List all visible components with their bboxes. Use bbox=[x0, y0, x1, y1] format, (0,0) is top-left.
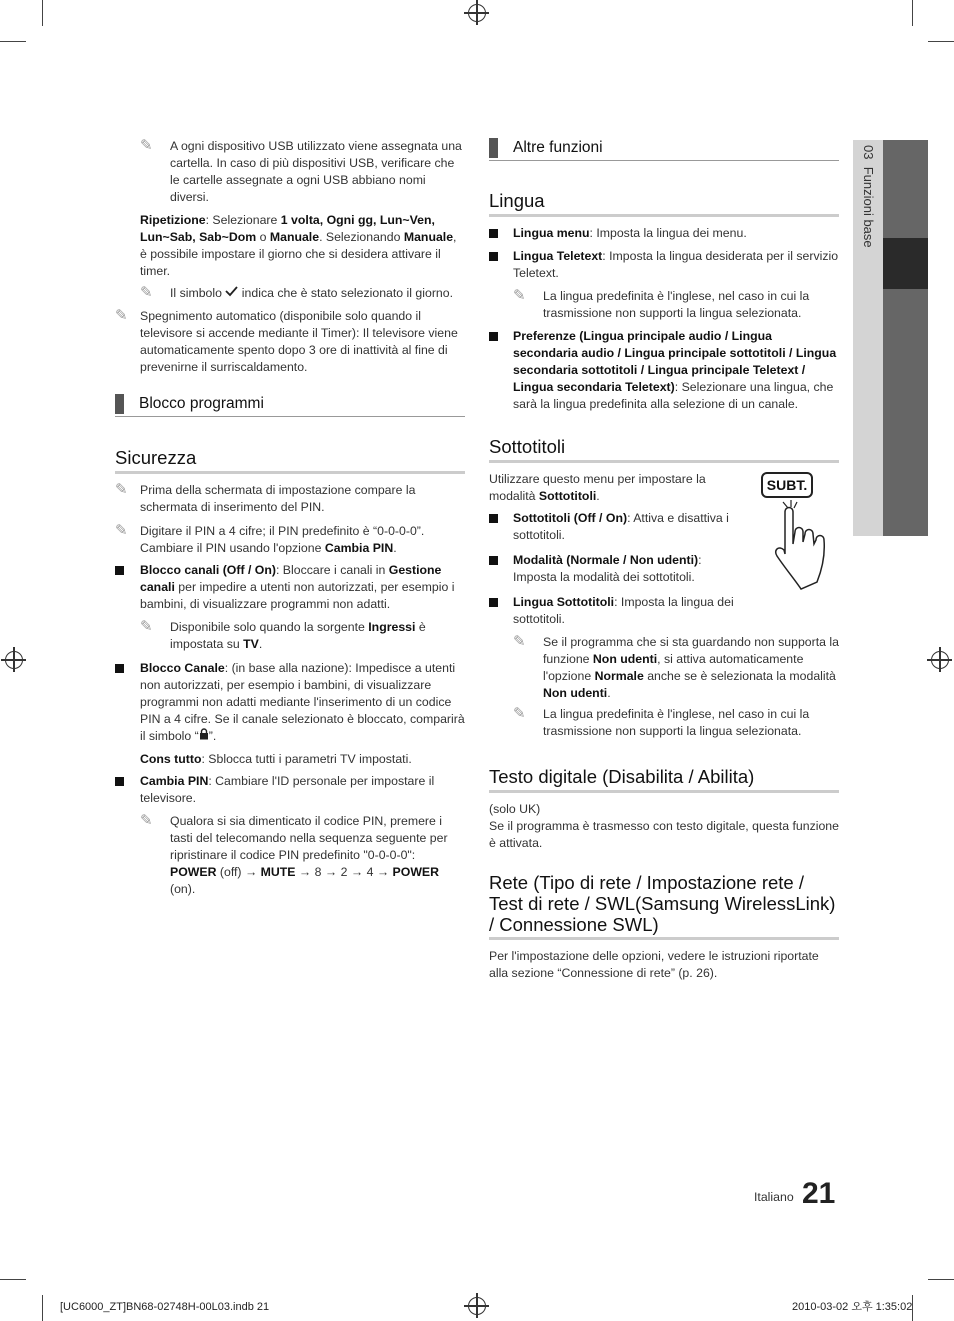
pencil-icon: ✎ bbox=[140, 812, 153, 829]
note: ✎ Disponibile solo quando la sorgente Ingressi è impostata su TV. bbox=[140, 618, 426, 651]
note: ✎ La lingua predefinita è l'inglese, nel caso in cui la trasmissione non supporti la lingua selezionata. bbox=[513, 287, 810, 320]
bullet-lingua-menu: Lingua menu: Imposta la lingua dei menu. bbox=[489, 225, 839, 242]
crop-mark bbox=[42, 0, 43, 26]
right-column bbox=[489, 138, 839, 987]
section-header-blocco: Blocco programmi bbox=[115, 394, 465, 417]
pencil-icon: ✎ bbox=[140, 284, 153, 301]
registration-mark-icon bbox=[931, 651, 949, 669]
heading-sottotitoli: Sottotitoli bbox=[489, 436, 839, 463]
subt-illustration bbox=[759, 472, 839, 597]
bullet-icon bbox=[489, 229, 498, 238]
bullet-blocco-canale: Blocco Canale: (in base alla nazione): Impedisce a utenti non autorizzati, per esempio i bambini, di visualizzare programmi non adatti mediante l'inserimento di un codice PIN a 4 cifre. Se il canale selezionato è bloccato, comparirà il simbolo “ ”. bbox=[115, 660, 465, 745]
note: ✎ Spegnimento automatico (disponibile solo quando il televisore si accende mediante il Timer): Il televisore viene automaticamente spento dopo 3 ore di inattività al fine di prevenirne il surriscaldamento. bbox=[115, 307, 458, 374]
heading-sicurezza: Sicurezza bbox=[115, 447, 465, 474]
crop-mark bbox=[42, 1295, 43, 1321]
bullet-icon bbox=[489, 556, 498, 565]
heading-rete: Rete (Tipo di rete / Impostazione rete / Test di rete / SWL(Samsung WirelessLink) / Connessione SWL) bbox=[489, 872, 839, 940]
pencil-icon: ✎ bbox=[140, 618, 153, 635]
note: ✎ Digitare il PIN a 4 cifre; il PIN predefinito è “0-0-0-0”. Cambiare il PIN usando l'opzione Cambia PIN. bbox=[115, 522, 425, 555]
testo-body: Se il programma è trasmesso con testo digitale, questa funzione è attivata. bbox=[489, 819, 839, 850]
pencil-icon: ✎ bbox=[513, 287, 526, 304]
heading-lingua: Lingua bbox=[489, 190, 839, 217]
registration-mark-icon bbox=[5, 651, 23, 669]
pencil-icon: ✎ bbox=[115, 522, 128, 539]
sidebar-chapter: 03 Funzioni base bbox=[861, 145, 876, 248]
note: ✎ A ogni dispositivo USB utilizzato viene assegnata una cartella. In caso di più dispositivi USB, verificare che le cartelle assegnate a ogni USB abbiano nomi diversi. bbox=[140, 137, 462, 204]
footer-file-info: [UC6000_ZT]BN68-02748H-00L03.indb 21 bbox=[60, 1301, 270, 1313]
sottotitoli-intro: Utilizzare questo menu per impostare la modalità Sottotitoli. bbox=[489, 472, 706, 503]
bullet-icon bbox=[489, 514, 498, 523]
note: ✎ Qualora si sia dimenticato il codice PIN, premere i tasti del telecomando nella sequenza seguente per ripristinare il codice PIN predefinito "0-0-0-0": POWER (off) → MUTE → 8 → 2 → 4 → POWER (on). bbox=[140, 812, 448, 896]
sidebar-tab-active bbox=[883, 238, 928, 289]
heading-testo-digitale: Testo digitale (Disabilita / Abilita) bbox=[489, 766, 839, 793]
subt-button: SUBT. bbox=[761, 472, 813, 498]
crop-mark bbox=[0, 1279, 26, 1280]
rete-body: Per l'impostazione delle opzioni, vedere le istruzioni riportate alla sezione “Connessione di rete” (p. 26). bbox=[489, 949, 819, 980]
hand-pointer-icon bbox=[759, 472, 839, 597]
pencil-icon: ✎ bbox=[140, 137, 153, 154]
note: ✎ La lingua predefinita è l'inglese, nel caso in cui la trasmissione non supporti la lingua selezionata. bbox=[513, 705, 810, 738]
bullet-modalita: Modalità (Normale / Non udenti): Imposta la modalità dei sottotitoli. bbox=[489, 552, 739, 586]
cons-tutto-text: Cons tutto: Sblocca tutti i parametri TV impostati. bbox=[140, 752, 412, 766]
note: ✎ Il simbolo indica che è stato selezionato il giorno. bbox=[140, 284, 454, 301]
pencil-icon: ✎ bbox=[115, 481, 128, 498]
page-number: 21 bbox=[802, 1177, 836, 1210]
bullet-icon bbox=[115, 777, 124, 786]
pencil-icon: ✎ bbox=[513, 705, 526, 722]
ripetizione-text: Ripetizione: Selezionare 1 volta, Ogni gg, Lun~Ven, Lun~Sab, Sab~Dom o Manuale. Selezionando Manuale, è possibile impostare il giorno che si desidera attivare il timer. bbox=[140, 213, 457, 278]
bullet-lingua-sottotitoli: Lingua Sottotitoli: Imposta la lingua dei sottotitoli. bbox=[489, 594, 739, 628]
footer-date: 2010-03-02 오후 1:35:02 bbox=[792, 1301, 913, 1313]
bullet-blocco-canali: Blocco canali (Off / On): Bloccare i canali in Gestione canali per impedire a utenti non autorizzati, per esempio i bambini, di visualizzare programmi non adatti. bbox=[115, 562, 465, 613]
crop-mark bbox=[912, 0, 913, 26]
footer-language: Italiano bbox=[754, 1190, 794, 1204]
bullet-lingua-teletext: Lingua Teletext: Imposta la lingua desiderata per il servizio Teletext. bbox=[489, 248, 839, 282]
crop-mark bbox=[0, 41, 26, 42]
bullet-cambia-pin: Cambia PIN: Cambiare l'ID personale per impostare il televisore. bbox=[115, 773, 465, 807]
note: ✎ Se il programma che si sta guardando non supporta la funzione Non udenti, si attiva automaticamente l'opzione Normale anche se è selezionata la modalità Non udenti. bbox=[513, 633, 839, 700]
pencil-icon: ✎ bbox=[513, 633, 526, 650]
registration-mark-icon bbox=[468, 1297, 486, 1315]
checkmark-icon bbox=[225, 286, 238, 297]
lock-icon bbox=[199, 728, 209, 740]
sidebar-tab bbox=[883, 140, 928, 536]
bullet-icon bbox=[489, 252, 498, 261]
crop-mark bbox=[928, 1279, 954, 1280]
bullet-icon bbox=[115, 566, 124, 575]
testo-uk: (solo UK) bbox=[489, 802, 541, 816]
left-column bbox=[115, 138, 465, 902]
pencil-icon: ✎ bbox=[115, 307, 128, 324]
note: ✎ Prima della schermata di impostazione compare la schermata di inserimento del PIN. bbox=[115, 481, 416, 514]
bullet-icon bbox=[489, 598, 498, 607]
bullet-icon bbox=[489, 332, 498, 341]
registration-mark-icon bbox=[468, 4, 486, 22]
bullet-icon bbox=[115, 664, 124, 673]
section-header-altre: Altre funzioni bbox=[489, 138, 839, 161]
bullet-preferenze: Preferenze (Lingua principale audio / Lingua secondaria audio / Lingua principale sottotitoli / Lingua secondaria sottotitoli / Lingua principale Teletext / Lingua secondaria Teletext): Selezionare una lingua, che sarà la lingua predefinita alla selezione di un canale. bbox=[489, 328, 839, 413]
crop-mark bbox=[928, 41, 954, 42]
bullet-sottotitoli-onoff: Sottotitoli (Off / On): Attiva e disattiva i sottotitoli. bbox=[489, 510, 739, 544]
